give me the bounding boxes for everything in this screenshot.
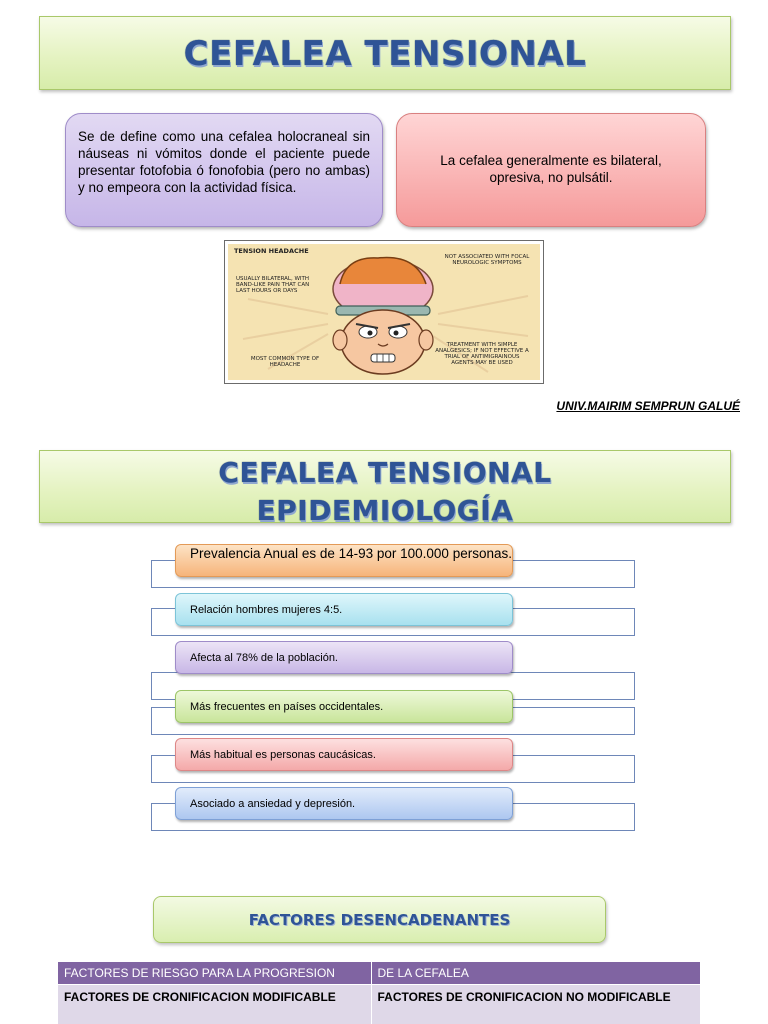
epidemiology-banner xyxy=(39,450,731,527)
author-signature: UNIV.MAIRIM SEMPRUN GALUÉ xyxy=(556,399,740,413)
epidemiology-title-line2: EPIDEMIOLOGÍA xyxy=(256,494,514,527)
page-title: CEFALEA TENSIONAL xyxy=(183,34,587,74)
characteristics-text: La cefalea generalmente es bilateral, opresiva, no pulsátil. xyxy=(440,153,662,185)
triggers-title: FACTORES DESENCADENANTES xyxy=(248,911,511,929)
cartoon-title: TENSION HEADACHE xyxy=(234,247,309,255)
list-item-text: Relación hombres mujeres 4:5. xyxy=(190,603,343,616)
list-item xyxy=(175,593,513,626)
cartoon-top-right-note: NOT ASSOCIATED WITH FOCAL NEUROLOGIC SYMPTOMS xyxy=(444,254,530,266)
tension-headache-cartoon xyxy=(224,240,544,384)
list-item xyxy=(175,690,513,723)
title-banner xyxy=(39,16,731,90)
list-item xyxy=(175,641,513,674)
cartoon-bottom-left-note: MOST COMMON TYPE OF HEADACHE xyxy=(250,356,320,368)
cartoon-left-note: USUALLY BILATERAL, WITH BAND-LIKE PAIN THAT CAN LAST HOURS OR DAYS xyxy=(236,276,310,294)
table-cell: FACTORES DE CRONIFICACION MODIFICABLE xyxy=(58,984,371,1024)
list-item-text: Prevalencia Anual es de 14-93 por 100.000 personas. xyxy=(190,546,512,561)
list-item-text: Afecta al 78% de la población. xyxy=(190,651,338,664)
cartoon-bottom-right-note: TREATMENT WITH SIMPLE ANALGESICS; IF NOT EFFECTIVE A TRIAL OF ANTIMIGRAINOUS AGENTS MAY BE USED xyxy=(435,342,529,366)
definition-card xyxy=(65,113,383,227)
table-header-row xyxy=(58,962,701,984)
epidemiology-title-line1: CEFALEA TENSIONAL xyxy=(218,456,552,489)
table-header-cell: DE LA CEFALEA xyxy=(371,962,701,984)
list-item-text: Asociado a ansiedad y depresión. xyxy=(190,797,356,810)
list-item xyxy=(175,544,513,577)
definition-text: Se de define como una cefalea holocraneal sin náuseas ni vómitos donde el paciente puede presentar fotofobia ó fonofobia (pero no ambas) y no empeora con la actividad física. xyxy=(78,129,370,195)
triggers-banner xyxy=(153,896,606,943)
list-item-text: Más habitual es personas caucásicas. xyxy=(190,748,376,761)
risk-factors-table xyxy=(58,962,701,1024)
list-item xyxy=(175,738,513,771)
table-cell: FACTORES DE CRONIFICACION NO MODIFICABLE xyxy=(371,984,701,1024)
list-item xyxy=(175,787,513,820)
characteristics-card xyxy=(396,113,706,227)
table-row xyxy=(58,984,701,1024)
list-item-text: Más frecuentes en países occidentales. xyxy=(190,700,384,713)
table-header-cell: FACTORES DE RIESGO PARA LA PROGRESION xyxy=(58,962,371,984)
